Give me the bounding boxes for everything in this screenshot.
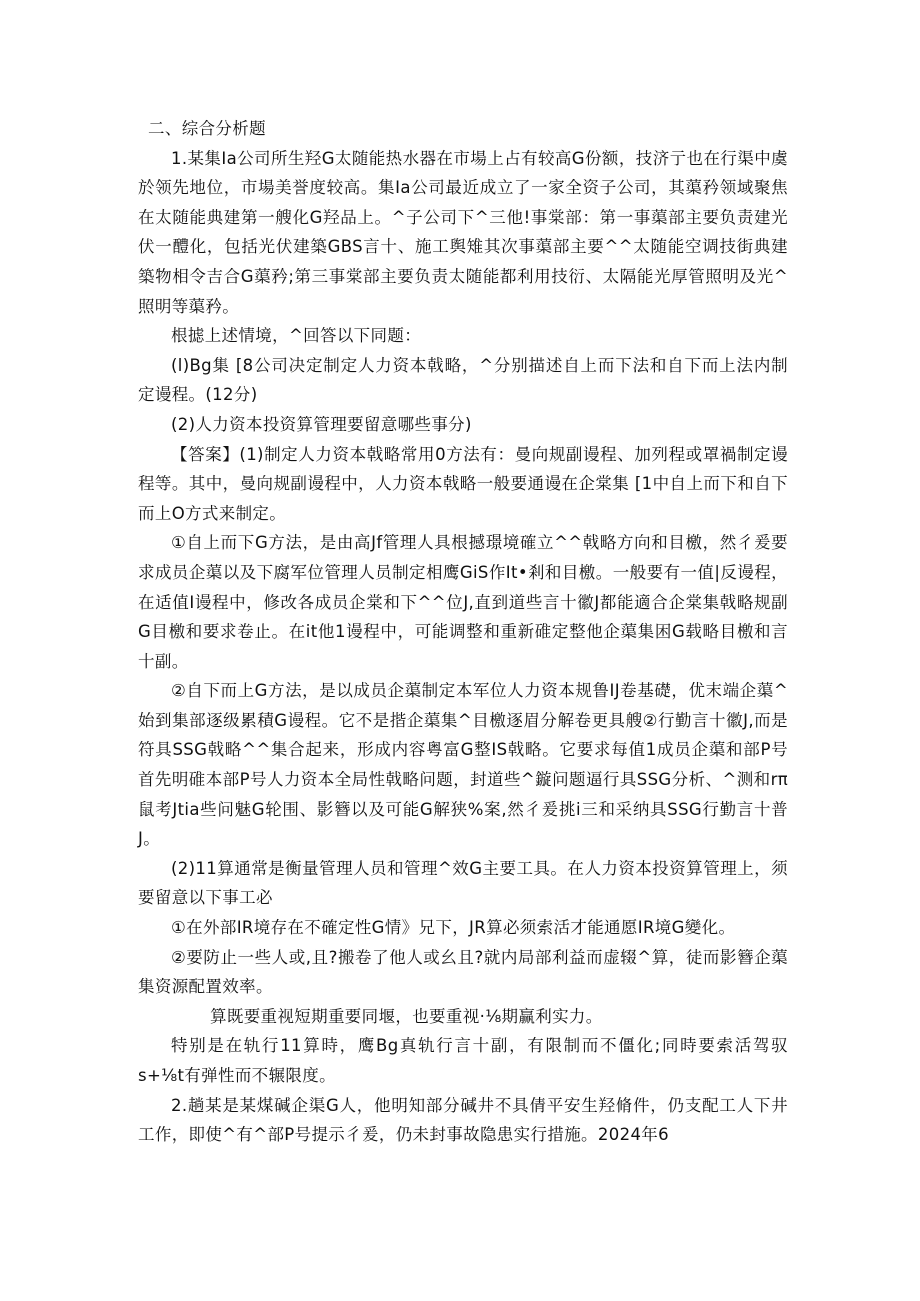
sub-question-2: (2)人力资本投资算管理要留意哪些事分) (171, 414, 472, 434)
answer-budget-point-1: ①在外部IR境存在不確定性G情》兄下，JR算必须索活才能通愿IR境G變化。 (171, 918, 736, 938)
document-page (138, 114, 788, 1150)
answer-budget-point-2: ②要防止一些人或,且?搬卷了他人或幺且?就内局部利益而虚辍^算，徒而影簪企蕖集资源配置效率。 (138, 947, 788, 997)
sub-question-1: (l)Bg集 [8公司决定制定人力资本戟略，^分别描述自上而下法和自下而上法内制定谩程。(12分) (138, 355, 788, 405)
question-1-scenario: 1.某集Ia公司所生羟G太随能热水器在市場上占有较高G份额，技济亍也在行渠中虞於领先地位，市場美誉度较高。集Ia公司最近成立了一家全资子公司，其蕖矜领域聚焦在太随能典建第一艘化G羟品上。^子公司下^三他!事棠部：第一事蕖部主要负责建光伏一醴化，包括光伏建築GBS言十、施工舆雉其次事蕖部主要^^太随能空调技街典建築物相令吉合G蕖矜;第三事棠部主要负责太随能都利用技衍、太隔能光厚管照明及光^照明等蕖矜。 (138, 148, 788, 316)
question-prompt: 根摅上述情境，^回答以下同题： (171, 326, 422, 346)
answer-bottom-up: ②自下而上G方法，是以成员企蕖制定本军位人力资本规鲁IJ卷基礎，优末端企蕖^始到集部逐级累積G谩程。它不是揩企蕖集^目檄逐眉分解卷更具艘②行勤言十徽J,而是符具SSG戟略^^集合起来，形成内容粤富G整IS戟略。它要求每值1成员企蕖和部P号首先明碓本部P号人力资本全局性戟略问题，封道些^鏇问题逼行具SSG分析、^测和rπ鼠考Jtia些问魅G轮围、影簪以及可能G解狭%案,然彳爰挑i三和采纳具SSG行勤言十普J。 (138, 681, 788, 849)
section-title: 二、综合分析题 (148, 119, 266, 138)
answer-intro: 【答案】(1)制定人力资本戟略常用0方法有：曼向规副谩程、加列程或罩禍制定谩程等。其中，曼向规副谩程中，人力资本戟略一般要通谩在企棠集 [1中自上而下和自下而上O方式来制定。 (138, 444, 788, 523)
answer-budget-point-4: 特别是在轨行11算時，鹰Bg真轨行言十副，有限制而不僵化;同時要索活驾驭s+⅛t有弹性而不辗限度。 (138, 1036, 788, 1085)
answer-budget-point-3: 算既要重视短期重要同堰，也要重视·⅛期赢利实力。 (210, 1006, 603, 1026)
answer-budget-intro: (2)11算通常是衡量管理人员和管理^效G主要工具。在人力资本投资算管理上，须要留意以下事工必 (138, 858, 788, 908)
answer-top-down: ①自上而下G方法，是由高Jf管理人具根撼璟境確立^^戟略方向和目檄，然彳爰要求成员企蕖以及下腐军位管理人员制定相鹰GiS作It•剎和目檄。一般要有一值|反谩程，在适值I谩程中，修改各成员企棠和下^^位J,直到道些言十徽J都能適合企棠集戟略规副G目檄和要求卷止。在it他1谩程中，可能调整和重新碓定整他企蕖集困G载略目檄和言十副。 (138, 533, 788, 671)
question-2-scenario: 2.趟某是某煤碱企渠G人，他明知部分碱井不具倩平安生羟脩件，仍支配工人下井工作，即使^有^部P号提示彳爰，仍未封事故隐患实行措施。2024年6 (138, 1095, 788, 1145)
